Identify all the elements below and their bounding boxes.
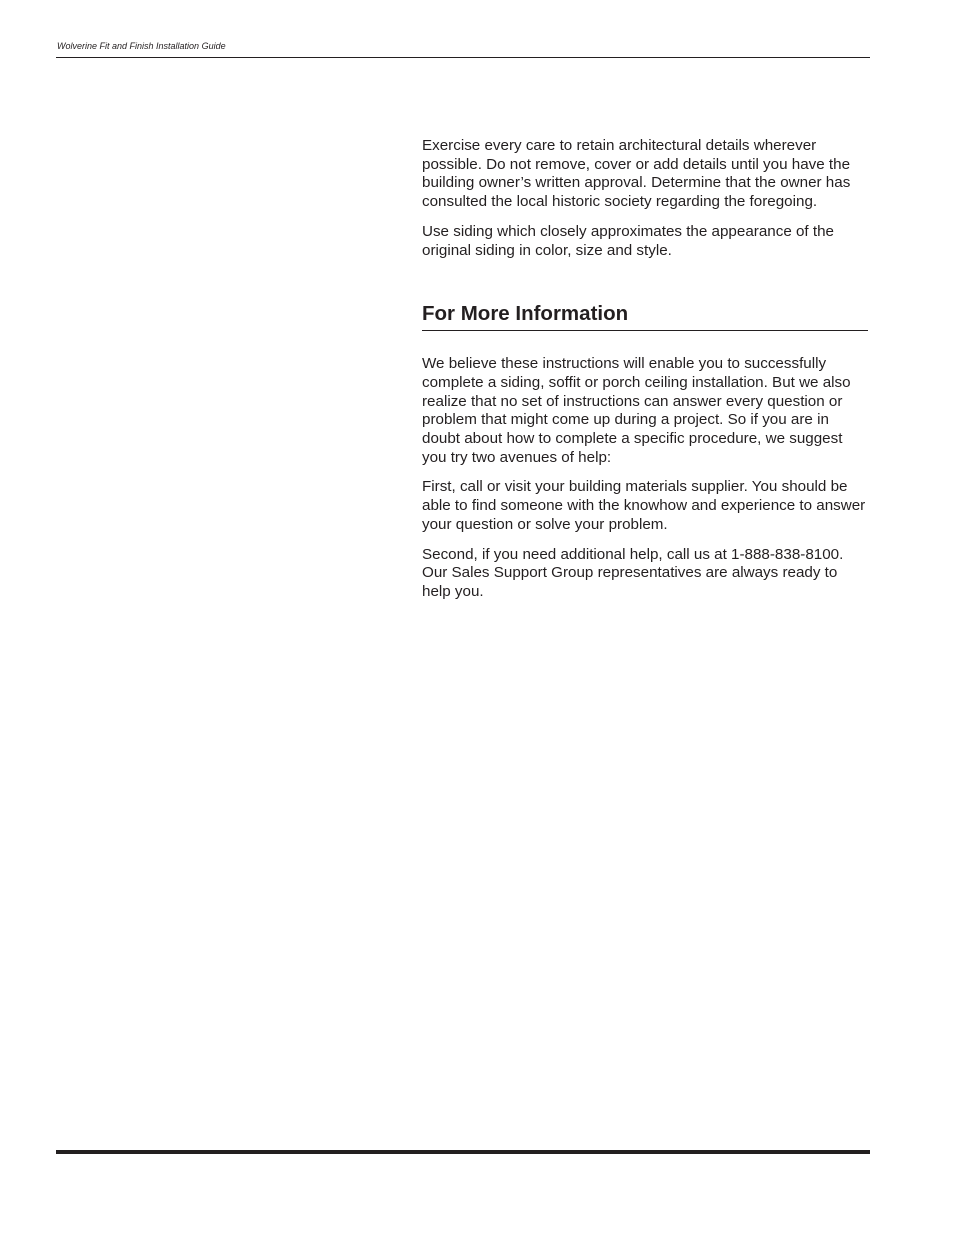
section-heading: For More Information [422, 301, 868, 331]
intro-paragraph: Exercise every care to retain architectural details wherever possible. Do not remove, cover or add details until you have the building owner’s written approval. Determine that the owner has consulted the local historic society regarding the foregoing. [422, 137, 851, 211]
body-paragraph: Second, if you need additional help, call us at 1-888-838-8100. Our Sales Support Group representatives are always ready to help you. [422, 545, 844, 600]
body-paragraph: First, call or visit your building materials supplier. You should be able to find someone with the knowhow and experience to answer your question or solve your problem. [422, 478, 866, 533]
header-rule [56, 57, 870, 58]
footer-rule [56, 1150, 870, 1154]
running-header: Wolverine Fit and Finish Installation Guide [57, 41, 226, 51]
heading-spacer [422, 331, 870, 355]
body-paragraph: We believe these instructions will enable you to successfully complete a siding, soffit or porch ceiling installation. But we also realize that no set of instructions can answer every question or problem that might come up during a project. So if you are in doubt about how to complete a specific procedure, we suggest you try two avenues of help: [422, 355, 851, 466]
content-column [422, 137, 870, 613]
intro-paragraph: Use siding which closely approximates the appearance of the original siding in color, size and style. [422, 222, 834, 259]
section-spacer [422, 271, 870, 301]
